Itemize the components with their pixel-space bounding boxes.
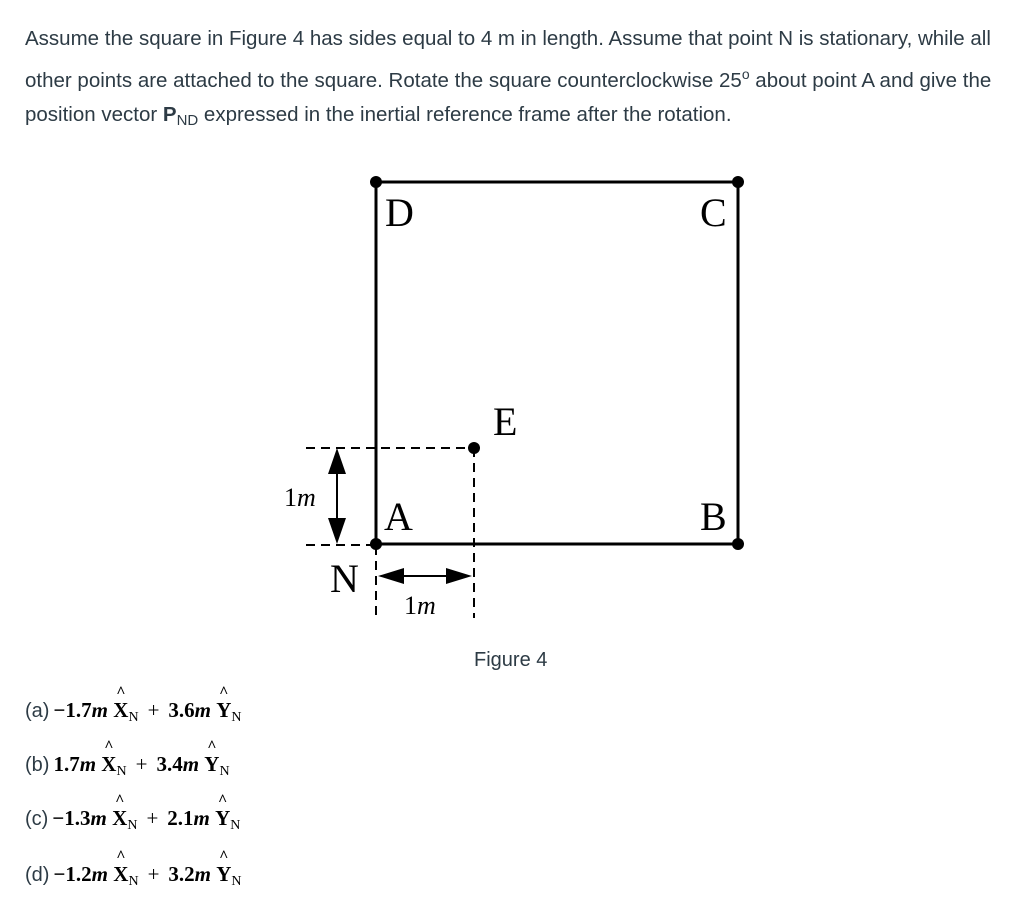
label-c: C xyxy=(700,190,727,235)
label-n: N xyxy=(330,556,359,601)
answer-option-c[interactable] xyxy=(25,806,240,831)
square-outline xyxy=(376,182,738,544)
option-expression: 1.7m ^ $X_N + 3.4m$ ^ $Y_N$ xyxy=(53,752,229,776)
option-expression: −1.2m ^ $X_N + 3.2m$ ^ $Y_N$ xyxy=(53,862,241,886)
vertical-arrow-head-up xyxy=(328,448,346,474)
option-y-coefficient: 2.1 xyxy=(167,806,194,830)
option-x-coefficient: 1.7 xyxy=(53,752,80,776)
point-d-dot xyxy=(370,176,382,188)
question-text: Assume the square in Figure 4 has sides equal to 4 m in length. Assume that point N is stationary, while all other points are attached to the square. Rotate the square counterclockwise 25$^o$ about point A and give the position vector $P_{ND}$ expressed in the inertial reference frame after the rotation. xyxy=(25,27,992,129)
option-label: (a) xyxy=(25,700,50,722)
option-y-coefficient: 3.4 xyxy=(156,752,183,776)
option-x-coefficient: −1.2 xyxy=(53,862,92,886)
label-d: D xyxy=(385,190,414,235)
option-expression: −1.7m ^ $X_N + 3.6m$ ^ $Y_N$ xyxy=(53,698,241,722)
label-b: B xyxy=(700,494,727,539)
option-x-coefficient: −1.7 xyxy=(53,698,92,722)
label-e: E xyxy=(493,399,518,444)
point-e-dot xyxy=(468,442,480,454)
vertical-arrow-head-down xyxy=(328,518,346,544)
label-a: A xyxy=(384,494,413,539)
point-c-dot xyxy=(732,176,744,188)
option-y-coefficient: 3.6 xyxy=(168,698,195,722)
horizontal-dimension-label: 1m xyxy=(404,591,436,620)
answer-option-b[interactable] xyxy=(25,752,230,777)
option-label: (d) xyxy=(25,864,50,886)
horizontal-arrow-head-left xyxy=(378,568,404,584)
degree-mark: o xyxy=(741,65,750,82)
horizontal-arrow-head-right xyxy=(446,568,472,584)
point-b-dot xyxy=(732,538,744,550)
answer-option-d[interactable] xyxy=(25,862,242,887)
option-label: (c) xyxy=(25,808,49,830)
vector-subscript: ND xyxy=(176,111,199,129)
option-label: (b) xyxy=(25,754,50,776)
point-a-dot xyxy=(370,538,382,550)
vertical-dimension-label: 1m xyxy=(284,483,316,512)
figure-caption: Figure 4 xyxy=(474,649,548,671)
answer-option-a[interactable] xyxy=(25,698,242,723)
vector-symbol: P xyxy=(162,102,177,126)
option-x-coefficient: −1.3 xyxy=(52,806,91,830)
option-y-coefficient: 3.2 xyxy=(168,862,195,886)
option-expression: −1.3m ^ $X_N + 2.1m$ ^ $Y_N$ xyxy=(52,806,240,830)
